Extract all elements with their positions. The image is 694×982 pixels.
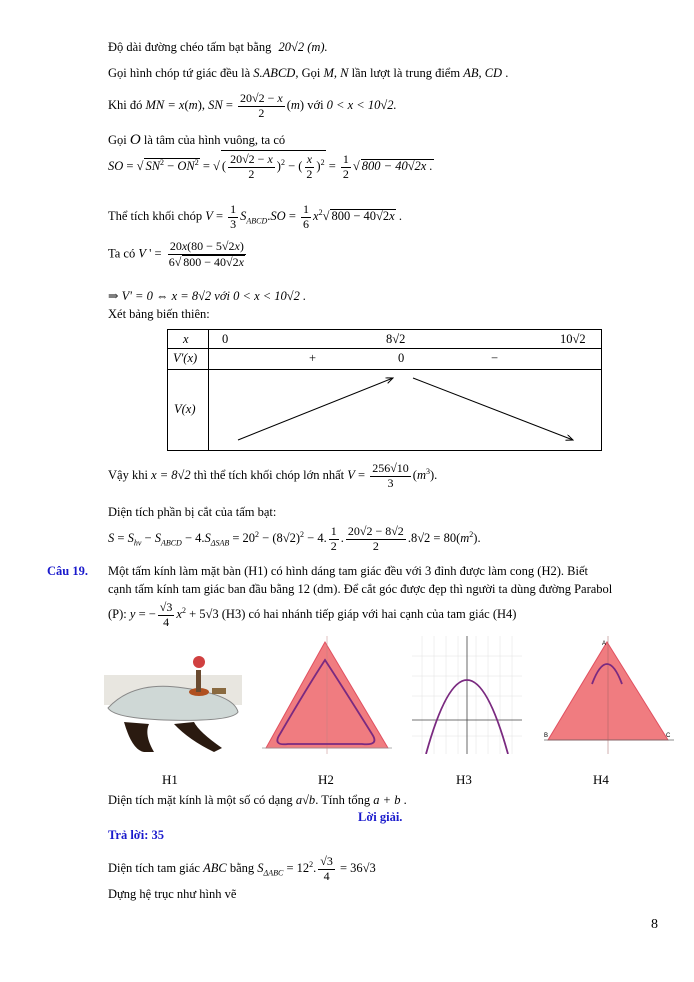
line-critical: ⇒ V' = 0 ⇔ x = 8√2 với 0 < x < 10√2 . [108,289,307,303]
figure-label-h3: H3 [456,772,472,787]
question-label: Câu 19. [47,564,88,578]
text: Diện tích mặt kính là một số có dạng [108,793,293,807]
text: . Tính tổng [315,793,371,807]
math: ABC [203,861,227,876]
text: lần lượt là trung điểm [351,66,461,80]
text: là tâm của hình vuông, ta có [143,133,286,147]
question-text-2: cạnh tấm kính tam giác ban đầu bằng 12 (dm). Để cắt góc được đẹp thì người ta dùng đường Parabol [108,582,613,596]
text: Ta có [108,246,136,261]
variation-arrows [168,330,601,450]
text: (P): [108,607,127,622]
svg-text:C: C [666,733,671,739]
svg-text:B: B [544,733,549,739]
solution-heading: Lời giải. [358,810,403,824]
text: Khi đó [108,98,143,113]
question-text-1: Một tấm kính làm mặt bàn (H1) có hình dáng tam giác đều với 3 đỉnh được làm cong (H2). Biết [108,564,588,578]
text: , Gọi [295,66,321,80]
text: Vậy khi [108,468,148,483]
line-table-intro: Xét bảng biến thiên: [108,307,210,321]
table-x-0: 0 [222,332,229,346]
solution-line-1: Diện tích tam giác ABC bằng $S_{\Delta ABC} = 12^2$. $\frac{√3}{4}$ = 36√3 [108,854,376,883]
table-deriv-label: V'(x) [173,351,198,365]
math: 20√2 (m). [278,40,328,54]
table-x-label: x [183,332,189,346]
text: Độ dài đường chéo tấm bạt bằng [108,40,272,54]
figure-h3-parabola [412,636,522,754]
line-derivative: Ta có V ' = $\frac{20x(80 - 5√2x)}{6√ 800 - 40√2x}$ [108,239,244,269]
question-text-3: (P): y = − $\frac{√3}{4}$ $x^2 + 5√3$ (H3) có hai nhánh tiếp giáp với hai cạnh của tam giác (H4) [108,600,517,629]
math: x = 8√2 [151,468,191,483]
text: với [307,98,324,113]
answer-line: Trả lời: 35 [108,828,164,842]
text: thì thể tích khối chóp lớn nhất [193,468,345,483]
variation-table [167,329,602,451]
line-mn-sn: Khi đó MN = x(m), SN = $\frac{20√2 - x}{2}$ (m) với 0 < x < 10√2. [108,91,397,120]
table-sign-plus: + [309,351,317,365]
table-v-label: V(x) [174,402,196,416]
math: 800 − 40√2x . [361,159,433,174]
text: Diện tích tam giác [108,861,200,876]
figure-h2-rounded-triangle [262,636,392,754]
math: S.ABCD [253,66,296,80]
figure-label-h2: H2 [318,772,334,787]
line-so-formula: SO = √ $SN^2 - ON^2$ = √ ( $\frac{20√2 - x}{2}$ )$^2$ − ( $\frac{x}{2}$ )$^2$ = $\frac{1}{2}$ √ 800 − 40√2x . [108,152,433,181]
table-sign-minus: − [491,351,499,365]
page-number: 8 [651,917,658,932]
math: a√b [295,793,316,807]
text: bằng [229,861,255,876]
text: Gọi hình chóp tứ giác đều là [108,66,251,80]
math: a + b [373,793,401,807]
math: M, N [323,66,349,80]
line-cut-area: Diện tích phần bị cắt của tấm bạt: [108,505,277,519]
math: 0 < x < 10√2. [326,98,397,113]
text: Thể tích khối chóp [108,209,203,224]
line-conclusion: Vậy khi x = 8√2 thì thể tích khối chóp lớn nhất V = $\frac{256√10}{3}$ $(m^3)$. [108,461,438,490]
text: Gọi [108,133,127,147]
math: AB, CD [463,66,503,80]
table-x-8r2: 8√2 [386,332,406,346]
figure-label-h4: H4 [593,772,609,787]
figure-label-h1: H1 [162,772,178,787]
question-ask: Diện tích mặt kính là một số có dạng a√b. Tính tổng a + b . [108,793,407,807]
table-x-10r2: 10√2 [560,332,586,346]
figure-h4-triangle-parabola [544,636,674,754]
math: O [129,132,141,148]
figure-h1-table-photo [104,640,242,760]
line-volume: Thể tích khối chóp V = $\frac{1}{3}$ $S_{ABCD}.SO$ = $\frac{1}{6}$ $x^2√$ 800 − 40√2x . [108,202,402,231]
svg-text:A: A [602,641,607,647]
line-pyramid-def: Gọi hình chóp tứ giác đều là S.ABCD, Gọi M, N lần lượt là trung điểm AB, CD . [108,66,509,80]
line-center [108,131,285,149]
line-diagonal [108,40,328,55]
text: (H3) có hai nhánh tiếp giáp với hai cạnh của tam giác (H4) [221,607,517,622]
solution-line-2: Dựng hệ trục như hình vẽ [108,887,237,901]
table-sign-zero: 0 [398,351,405,365]
line-area-formula: $S = S_{hv} - S_{ABCD} - 4.S_{\Delta SAB} = 20^2 - (8√2)^2 - 4$. $\frac{1}{2}$ . $\frac{20√2 - 8√2}{2}$ $.8√2 = 80(m^2)$. [108,524,481,553]
